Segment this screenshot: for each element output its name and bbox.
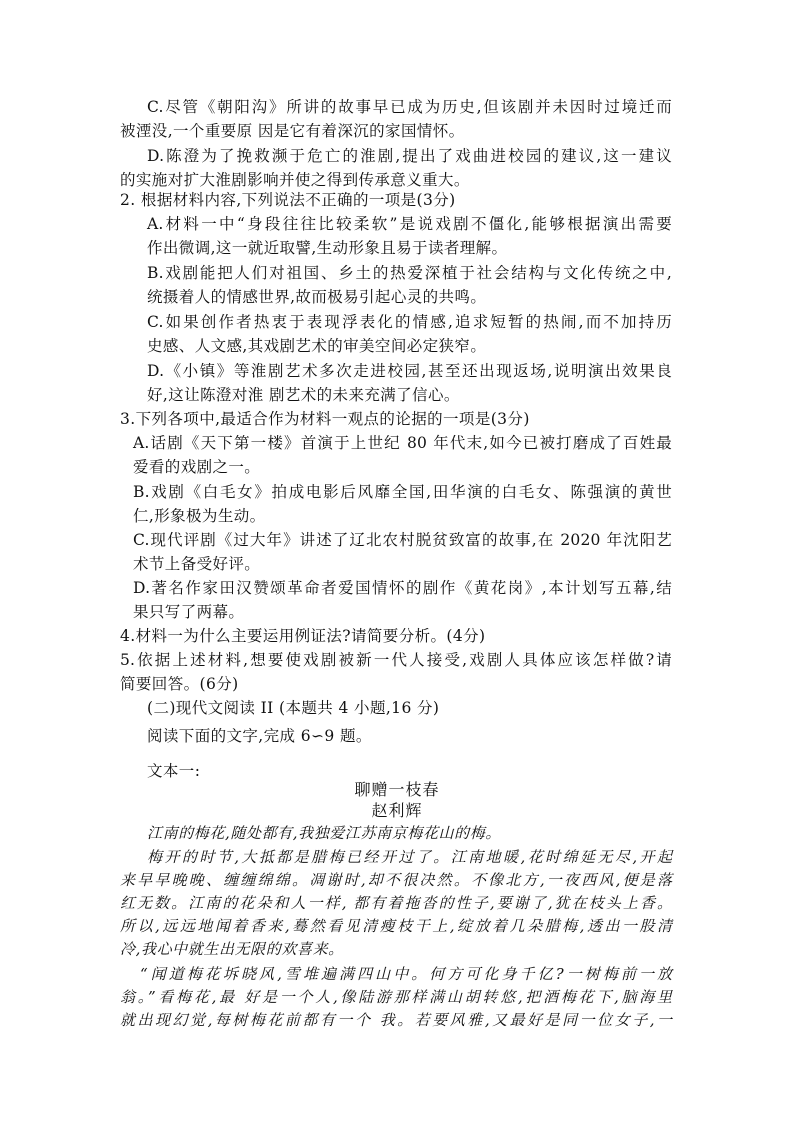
q2-option-a-line-2: 作出微调,这一就近取譬,生动形象且易于读者理解。 [147, 239, 508, 257]
q2-option-d-line-1: D.《小镇》等淮剧艺术多次走进校园,甚至还出现返场,说明演出效果良 [147, 362, 672, 380]
q3-option-c-line-2: 术节上备受好评。 [133, 555, 261, 573]
q3-option-b-line-1: B.戏剧《白毛女》拍成电影后风靡全国,田华演的白毛女、陈强演的黄世 [133, 483, 672, 501]
q3-option-b-line-2: 仁,形象极为生动。 [133, 507, 266, 525]
q3-option-d-line-2: 果只写了两幕。 [133, 603, 245, 621]
article-paragraph-2-line-4: 所以,远远地闻着香来,蓦然看见清瘦枝干上,绽放着几朵腊梅,透出一股清 [120, 917, 672, 935]
text-label: 文本一: [147, 762, 201, 780]
article-title: 聊赠一枝春 [354, 780, 440, 799]
article-paragraph-2-line-2: 来早早晚晚、缠缠绵绵。凋谢时,却不很决然。不像北方,一夜西风,便是落 [120, 871, 672, 889]
article-paragraph-3-line-1: “闻道梅花坼晓风,雪堆遍满四山中。何方可化身千亿?一树梅前一放 [140, 965, 672, 983]
section-instruction: 阅读下面的文字,完成 6∽9 题。 [147, 727, 372, 745]
q1-option-c-line-1: C.尽管《朝阳沟》所讲的故事早已成为历史,但该剧并未因时过境迁而 [147, 98, 672, 116]
article-paragraph-2-line-5: 冷,我心中就生出无限的欢喜来。 [120, 940, 344, 958]
q1-option-d-line-2: 的实施对扩大淮剧影响并使之得到传承意义重大。 [120, 171, 470, 189]
q2-option-b-line-2: 统摄着人的情感世界,故而极易引起心灵的共鸣。 [147, 288, 487, 306]
q3-option-a-line-1: A.话剧《天下第一楼》首演于上世纪 80 年代末,如今已被打磨成了百姓最 [133, 434, 672, 452]
section-heading: (二)现代文阅读 II (本题共 4 小题,16 分) [147, 699, 440, 717]
article-author: 赵利辉 [371, 801, 423, 820]
article-paragraph-2-line-3: 红无数。江南的花朵和人一样, 都有着拖沓的性子,要谢了,犹在枝头上香。 [120, 894, 672, 912]
q5-stem-line-1: 5.依据上述材料,想要使戏剧被新一代人接受,戏剧人具体应该怎样做?请 [120, 651, 672, 669]
q2-option-c-line-2: 史感、人文感,其戏剧艺术的审美空间必定狭窄。 [147, 337, 487, 355]
q2-option-d-line-2: 好,这让陈澄对淮 剧艺术的未来充满了信心。 [147, 386, 460, 404]
q3-option-a-line-2: 爱看的戏剧之一。 [133, 458, 261, 476]
q1-option-c-line-2: 被湮没,一个重要原 因是它有着深沉的家国情怀。 [120, 122, 465, 140]
q3-stem: 3.下列各项中,最适合作为材料一观点的论据的一项是(3分) [120, 410, 530, 428]
q2-option-b-line-1: B.戏剧能把人们对祖国、乡土的热爱深植于社会结构与文化传统之中, [147, 264, 672, 282]
article-paragraph-1: 江南的梅花,随处都有,我独爱江苏南京梅花山的梅。 [147, 824, 501, 842]
q5-stem-line-2: 简要回答。(6分) [120, 675, 239, 693]
q3-option-c-line-1: C.现代评剧《过大年》讲述了辽北农村脱贫致富的故事,在 2020 年沈阳艺 [133, 531, 672, 549]
q4-stem: 4.材料一为什么主要运用例证法?请简要分析。(4分) [120, 627, 486, 645]
q2-option-c-line-1: C.如果创作者热衷于表现浮表化的情感,追求短暂的热闹,而不加持历 [147, 313, 672, 331]
q1-option-d-line-1: D.陈澄为了挽救濒于危亡的淮剧,提出了戏曲进校园的建议,这一建议 [147, 147, 672, 165]
q2-stem: 2. 根据材料内容,下列说法不正确的一项是(3分) [120, 191, 456, 209]
article-paragraph-3-line-2: 翁。”看梅花,最 好是一个人,像陆游那样满山胡转悠,把酒梅花下,脑海里 [120, 988, 672, 1006]
article-paragraph-3-line-3: 就出现幻觉,每树梅花前都有一个 我。若要风雅,又最好是同一位女子,一 [120, 1011, 672, 1029]
q3-option-d-line-1: D.著名作家田汉赞颂革命者爱国情怀的剧作《黄花岗》,本计划写五幕,结 [133, 579, 672, 597]
article-paragraph-2-line-1: 梅开的时节,大抵都是腊梅已经开过了。江南地暖,花时绵延无尽,开起 [147, 848, 672, 866]
q2-option-a-line-1: A.材料一中“身段往往比较柔软”是说戏剧不僵化,能够根据演出需要 [147, 215, 672, 233]
